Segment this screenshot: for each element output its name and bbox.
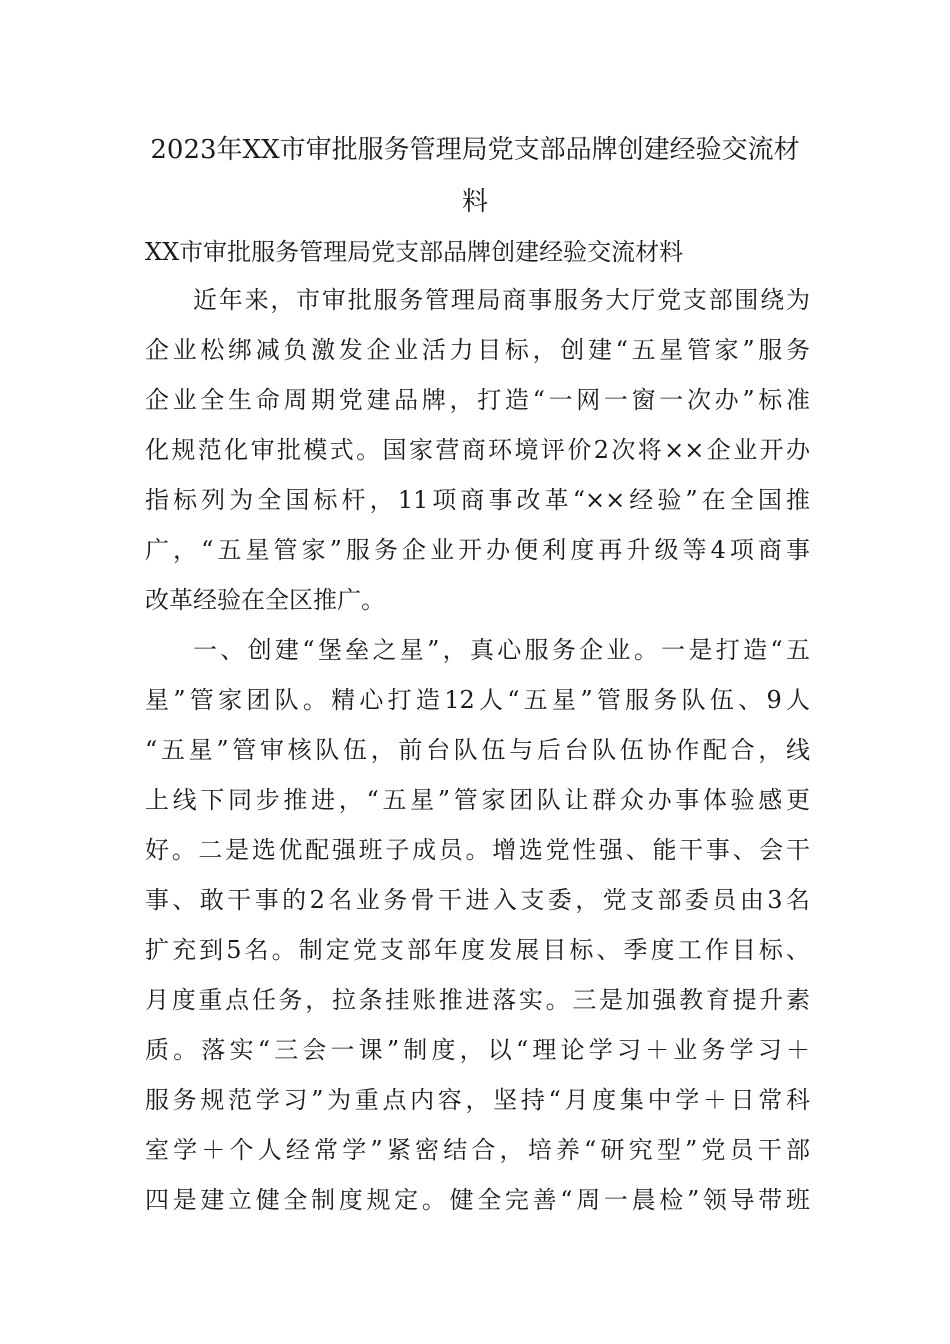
paragraph-1-line: 企业松绑减负激发企业活力目标，创建“五星管家”服务 [145,336,810,364]
paragraph-1-line: 改革经验在全区推广。 [145,586,385,614]
paragraph-1-line: 广，“五星管家”服务企业开办便利度再升级等4项商事 [145,536,810,564]
paragraph-1-line: 近年来，市审批服务管理局商事服务大厅党支部围绕为 [193,286,810,314]
paragraph-2-line: 扩充到5名。制定党支部年度发展目标、季度工作目标、 [145,936,810,964]
document-subtitle: XX市审批服务管理局党支部品牌创建经验交流材料 [145,238,684,266]
paragraph-1-line: 指标列为全国标杆，11项商事改革“××经验”在全国推 [145,486,810,514]
paragraph-1-line: 化规范化审批模式。国家营商环境评价2次将××企业开办 [145,436,810,464]
paragraph-1-line: 企业全生命周期党建品牌，打造“一网一窗一次办”标准 [145,386,810,414]
paragraph-2-line: 星”管家团队。精心打造12人“五星”管服务队伍、9人 [145,686,810,714]
document-title [140,124,810,228]
paragraph-2-line: 四是建立健全制度规定。健全完善“周一晨检”领导带班 [145,1186,810,1214]
paragraph-2-line: 质。落实“三会一课”制度，以“理论学习＋业务学习＋ [145,1036,810,1064]
title-line-1: 2023年XX市审批服务管理局党支部品牌创建经验交流材 [150,135,800,165]
paragraph-2-line: 好。二是选优配强班子成员。增选党性强、能干事、会干 [145,836,810,864]
paragraph-2-line: 月度重点任务，拉条挂账推进落实。三是加强教育提升素 [145,986,810,1014]
paragraph-2-line: 一、创建“堡垒之星”，真心服务企业。一是打造“五 [193,636,810,664]
paragraph-2-line: 服务规范学习”为重点内容，坚持“月度集中学＋日常科 [145,1086,810,1114]
paragraph-2-line: 室学＋个人经常学”紧密结合，培养“研究型”党员干部 [145,1136,810,1164]
paragraph-2-line: 上线下同步推进，“五星”管家团队让群众办事体验感更 [145,786,810,814]
title-line-2: 料 [461,187,488,217]
paragraph-2-line: “五星”管审核队伍，前台队伍与后台队伍协作配合，线 [145,736,810,764]
paragraph-2-line: 事、敢干事的2名业务骨干进入支委，党支部委员由3名 [145,886,810,914]
